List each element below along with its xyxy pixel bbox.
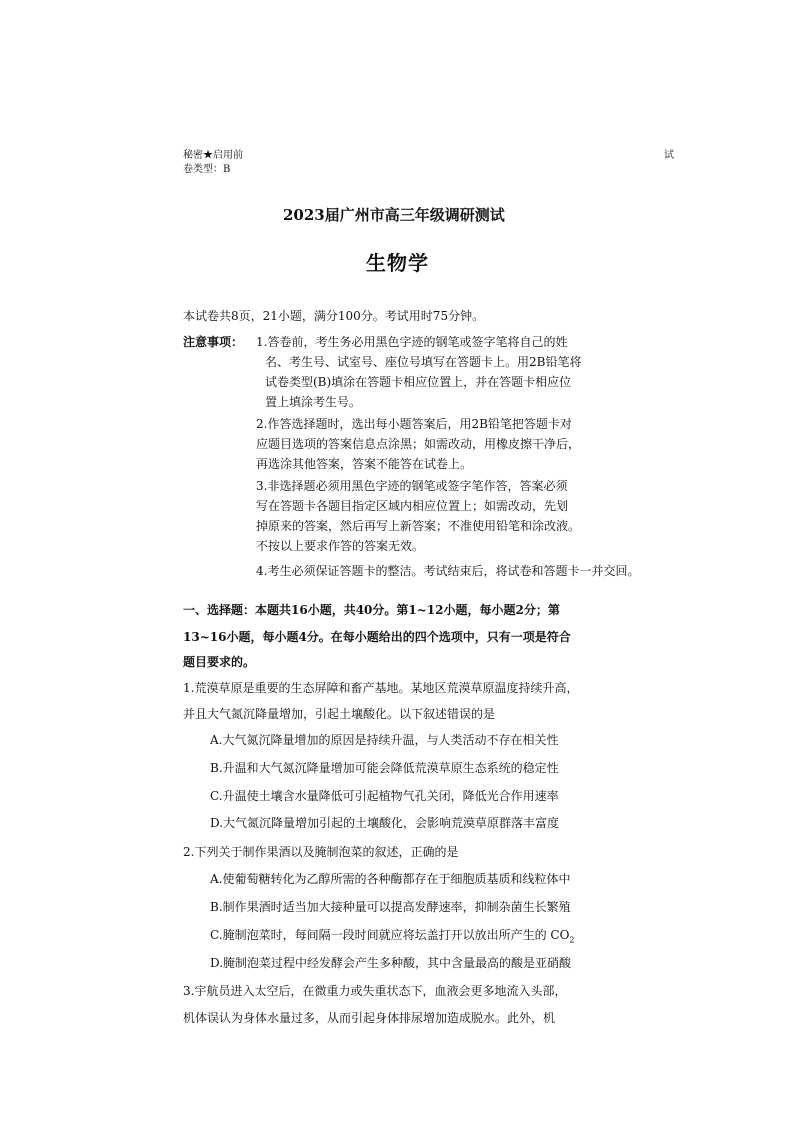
option-b: B.制作果酒时适当加大接种量可以提高发酵速率，抑制杂菌生长繁殖 — [210, 900, 571, 914]
notice-line: 3.非选择题必须用黑色字迹的钢笔或签字笔作答，答案必须 — [256, 479, 568, 493]
notice-line: 4.考生必须保证答题卡的整洁。考试结束后，将试卷和答题卡一并交回。 — [256, 564, 640, 578]
notice-line: 掉原来的答案，然后再写上新答案；不准使用铅笔和涂改液。 — [256, 519, 581, 533]
question-stem: 3.宇航员进入太空后，在微重力或失重状态下，血液会更多地流入头部， — [183, 984, 567, 998]
notice-line: 名、考生号、试室号、座位号填写在答题卡上。用2B铅笔将 — [265, 355, 582, 369]
header-right-mark: 试 — [664, 150, 674, 161]
option-a: A.大气氮沉降量增加的原因是持续升温，与人类活动不存在相关性 — [210, 733, 559, 747]
paper-type-label: 卷类型：B — [183, 164, 231, 175]
question-stem: 机体误认为身体水量过多，从而引起身体排尿增加造成脱水。此外，机 — [183, 1011, 556, 1025]
section-heading: 一、选择题：本题共16小题，共40分。第1~12小题，每小题2分；第 — [183, 603, 560, 617]
notice-line: 不按以上要求作答的答案无效。 — [256, 539, 425, 553]
subject-title: 生物学 — [366, 251, 429, 275]
question-stem: 1.荒漠草原是重要的生态屏障和畜产基地。某地区荒漠草原温度持续升高， — [183, 681, 579, 695]
notice-line: 1.答卷前，考生务必用黑色字迹的钢笔或签字笔将自己的姓 — [256, 335, 568, 349]
option-b: B.升温和大气氮沉降量增加可能会降低荒漠草原生态系统的稳定性 — [210, 761, 559, 775]
question-stem: 2.下列关于制作果酒以及腌制泡菜的叙述，正确的是 — [183, 845, 459, 859]
notice-line: 置上填涂考生号。 — [265, 395, 362, 409]
notice-label: 注意事项： — [183, 335, 244, 349]
option-d: D.腌制泡菜过程中经发酵会产生多种酸，其中含量最高的酸是亚硝酸 — [210, 956, 572, 970]
co2-subscript: 2 — [569, 935, 575, 945]
option-c: C.升温使土壤含水量降低可引起植物气孔关闭，降低光合作用速率 — [210, 789, 559, 803]
section-heading: 13~16小题，每小题4分。在每小题给出的四个选项中，只有一项是符合 — [183, 630, 571, 644]
option-a: A.使葡萄糖转化为乙醇所需的各种酶都存在于细胞质基质和线粒体中 — [210, 872, 571, 886]
exam-title: 2023届广州市高三年级调研测试 — [283, 206, 505, 224]
secret-label: 秘密★启用前 — [183, 150, 243, 161]
notice-line: 2.作答选择题时，选出每小题答案后，用2B铅笔把答题卡对 — [256, 417, 572, 431]
notice-line: 再选涂其他答案，答案不能答在试卷上。 — [256, 457, 473, 471]
notice-line: 应题目选项的答案信息点涂黑；如需改动，用橡皮擦干净后， — [256, 437, 581, 451]
exam-intro: 本试卷共8页，21小题，满分100分。考试用时75分钟。 — [183, 309, 485, 323]
section-heading: 题目要求的。 — [183, 655, 256, 669]
notice-line: 试卷类型(B)填涂在答题卡相应位置上，并在答题卡相应位 — [265, 375, 572, 389]
notice-line: 写在答题卡各题目指定区域内相应位置上；如需改动，先划 — [256, 499, 569, 513]
question-stem: 并且大气氮沉降量增加，引起土壤酸化。以下叙述错误的是 — [183, 707, 496, 721]
option-d: D.大气氮沉降量增加引起的土壤酸化，会影响荒漠草原群落丰富度 — [210, 816, 560, 830]
option-c — [210, 925, 575, 950]
option-c-text: C.腌制泡菜时，每间隔一段时间就应将坛盖打开以放出所产生的 CO — [210, 928, 570, 942]
